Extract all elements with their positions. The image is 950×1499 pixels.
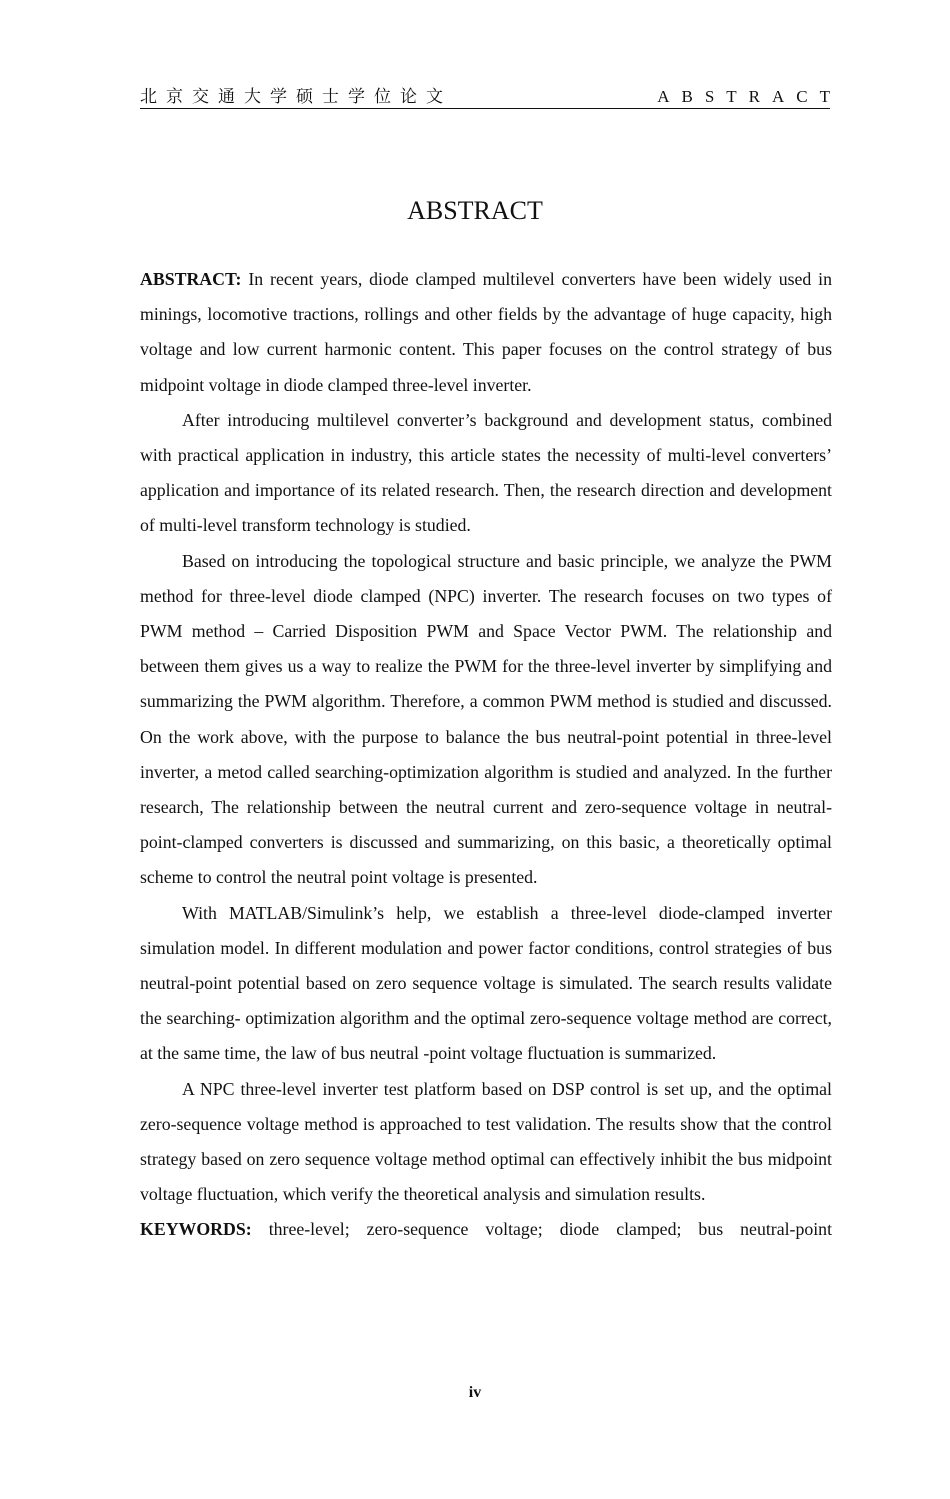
abstract-body — [140, 262, 832, 1248]
abstract-paragraph-2: After introducing multilevel converter’s background and development status, combined with practical application in industry, this article states the necessity of multi-level converters’ application and importance of its related research. Then, the research direction and development of multi-level transform technology is studied. — [140, 409, 832, 536]
keywords-line — [140, 1212, 832, 1247]
abstract-paragraph-5: A NPC three-level inverter test platform based on DSP control is set up, and the optimal zero-sequence voltage method is approached to test validation. The results show that the control strategy based on zero sequence voltage method optimal can effectively inhibit the bus midpoint voltage fluctuation, which verify the theoretical analysis and simulation results. — [140, 1078, 832, 1205]
abstract-label: ABSTRACT: — [140, 269, 242, 289]
header-thesis-title: 北京交通大学硕士学位论文 — [140, 87, 452, 107]
header-section-title: ABSTRACT — [657, 87, 842, 106]
page-number: iv — [468, 1384, 482, 1401]
abstract-paragraph-3: Based on introducing the topological structure and basic principle, we analyze the PWM method for three-level diode clamped (NPC) inverter. The research focuses on two types of PWM method – Carried Disposition PWM and Space Vector PWM. The relationship and between them gives us a way to realize the PWM for the three-level inverter by simplifying and summarizing the PWM algorithm. Therefore, a common PWM method is studied and discussed. On the work above, with the purpose to balance the bus neutral-point potential in three-level inverter, a metod called searching-optimization algorithm is studied and analyzed. In the further research, The relationship between the neutral current and zero-sequence voltage in neutral-point-clamped converters is discussed and summarizing, on this basic, a theoretically optimal scheme to control the neutral point voltage is presented. — [140, 550, 832, 888]
abstract-paragraph-1 — [140, 262, 832, 403]
abstract-paragraph-4: With MATLAB/Simulink’s help, we establish a three-level diode-clamped inverter simulation model. In different modulation and power factor conditions, control strategies of bus neutral-point potential based on zero sequence voltage is simulated. The search results validate the searching- optimization algorithm and the optimal zero-sequence voltage method are correct, at the same time, the law of bus neutral -point voltage fluctuation is summarized. — [140, 902, 832, 1064]
keywords-label: KEYWORDS: — [140, 1219, 252, 1240]
running-header — [140, 84, 842, 109]
abstract-paragraph-1-text: In recent years, diode clamped multilevel converters have been widely used in minings, locomotive tractions, rollings and other fields by the advantage of huge capacity, high voltage and low current harmonic content. This paper focuses on the control strategy of bus midpoint voltage in diode clamped three-level inverter. — [140, 269, 833, 395]
page-title: ABSTRACT — [407, 196, 543, 225]
keywords-text: three-level; zero-sequence voltage; diode clamped; bus neutral-point — [268, 1219, 833, 1240]
